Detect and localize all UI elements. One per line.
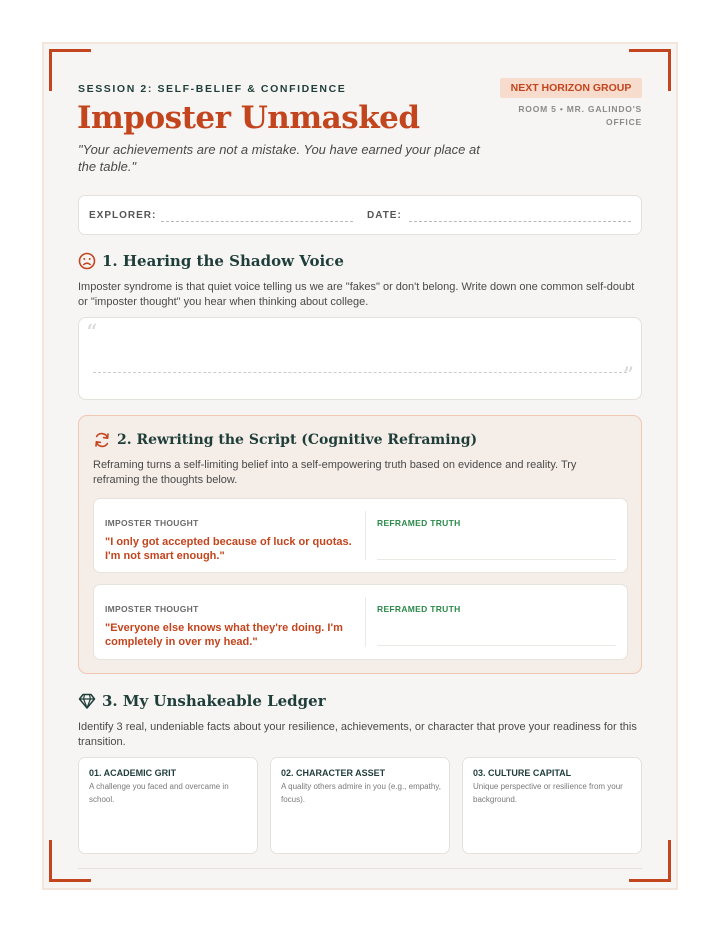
answer-line bbox=[93, 372, 627, 373]
card-divider bbox=[365, 597, 366, 647]
section3-header bbox=[78, 692, 326, 710]
section3-title: 3. My Unshakeable Ledger bbox=[102, 692, 326, 710]
reframed-truth-label: REFRAMED TRUTH bbox=[377, 518, 461, 528]
section3-text: Identify 3 real, undeniable facts about your resilience, achievements, or character that prove your readiness for this transition. bbox=[78, 721, 637, 748]
date-field[interactable] bbox=[409, 221, 631, 222]
section2-title: 2. Rewriting the Script (Cognitive Reframing) bbox=[117, 432, 478, 448]
ledger-card-prompt: A challenge you faced and overcame in school. bbox=[89, 782, 229, 804]
page-title: Imposter Unmasked bbox=[77, 100, 420, 136]
ledger-card-title: 03. CULTURE CAPITAL bbox=[473, 768, 572, 778]
shadow-voice-input[interactable] bbox=[78, 317, 642, 400]
org-badge: NEXT HORIZON GROUP bbox=[500, 78, 642, 98]
close-quote-mark: ” bbox=[622, 364, 634, 389]
refresh-icon bbox=[93, 431, 111, 449]
section2-header bbox=[93, 431, 477, 449]
open-quote-mark: “ bbox=[86, 321, 98, 346]
identity-box bbox=[78, 195, 642, 235]
ledger-card-prompt: Unique perspective or resilience from your background. bbox=[473, 782, 623, 804]
ledger-card-prompt: A quality others admire in you (e.g., empathy, focus). bbox=[281, 782, 441, 804]
reframed-truth-label: REFRAMED TRUTH bbox=[377, 604, 461, 614]
session-label: SESSION 2: SELF-BELIEF & CONFIDENCE bbox=[78, 83, 347, 95]
footer-divider bbox=[78, 868, 642, 869]
sad-face-icon bbox=[78, 252, 96, 270]
ledger-card-character-asset[interactable] bbox=[270, 757, 450, 854]
card-divider bbox=[365, 511, 366, 560]
imposter-thought-label: IMPOSTER THOUGHT bbox=[105, 604, 199, 614]
ledger-card-culture-capital[interactable] bbox=[462, 757, 642, 854]
ledger-card-title: 01. ACADEMIC GRIT bbox=[89, 768, 177, 778]
imposter-thought-text: "I only got accepted because of luck or quotas. I'm not smart enough." bbox=[105, 536, 352, 562]
section2-text: Reframing turns a self-limiting belief into a self-empowering truth based on evidence and reality. Try reframing the thoughts below. bbox=[93, 459, 577, 486]
imposter-thought-text: "Everyone else knows what they're doing. I'm completely in over my head." bbox=[105, 622, 343, 648]
date-label: DATE: bbox=[367, 210, 402, 221]
imposter-thought-label: IMPOSTER THOUGHT bbox=[105, 518, 199, 528]
room-info: ROOM 5 • MR. GALINDO'S OFFICE bbox=[518, 104, 642, 127]
reframe-card bbox=[93, 584, 628, 660]
explorer-label: EXPLORER: bbox=[89, 210, 157, 221]
ledger-card-academic-grit[interactable] bbox=[78, 757, 258, 854]
ledger-card-title: 02. CHARACTER ASSET bbox=[281, 768, 386, 778]
explorer-field[interactable] bbox=[161, 221, 353, 222]
reframing-panel bbox=[78, 415, 642, 674]
section1-title: 1. Hearing the Shadow Voice bbox=[102, 252, 344, 270]
header-quote: "Your achievements are not a mistake. You have earned your place at the table." bbox=[78, 142, 480, 174]
section1-text: Imposter syndrome is that quiet voice telling us we are "fakes" or don't belong. Write down one common self-doubt or "imposter thought" you hear when thinking about college. bbox=[78, 281, 635, 308]
reframe-card bbox=[93, 498, 628, 573]
section1-header bbox=[78, 252, 344, 270]
reframed-truth-field[interactable] bbox=[377, 559, 616, 560]
reframed-truth-field[interactable] bbox=[377, 645, 616, 646]
diamond-icon bbox=[78, 692, 96, 710]
